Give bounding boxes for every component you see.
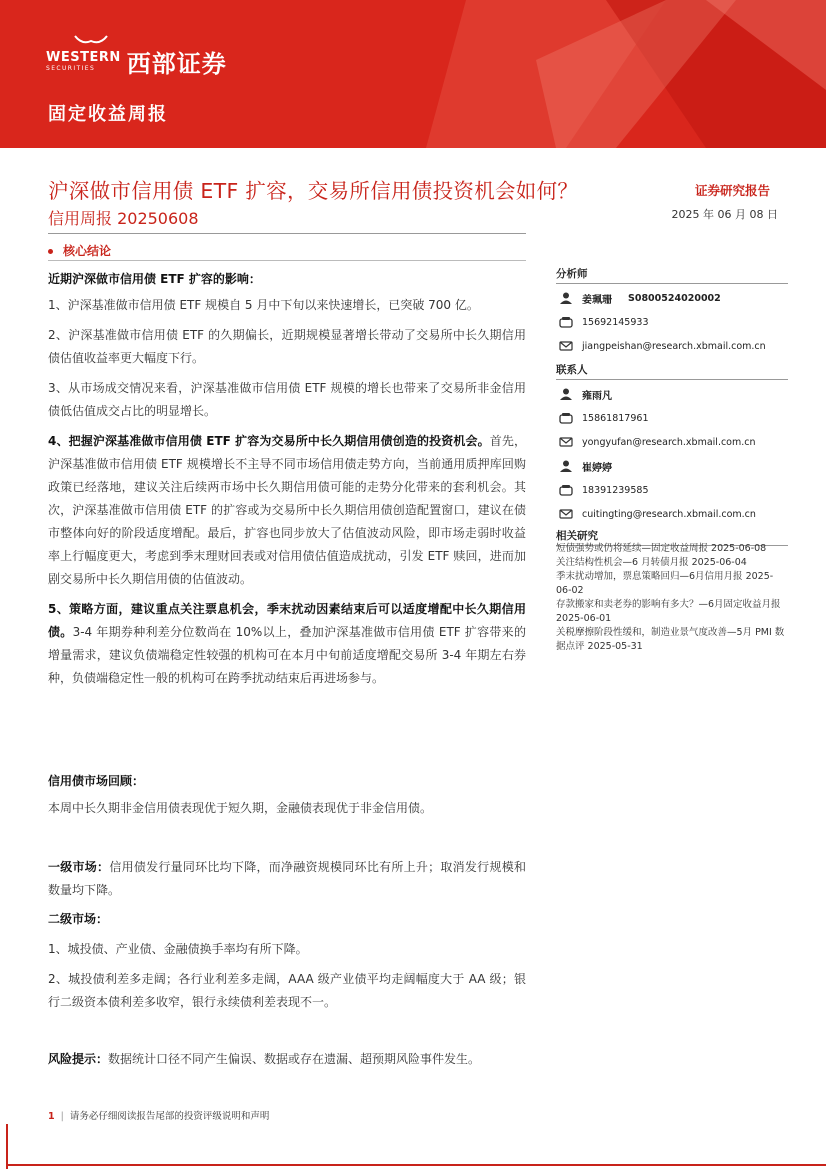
section-label: 固定收益周报 <box>48 104 168 125</box>
secondary-point-2: 2、城投债利差多走阔；各行业利差多走阔，AAA 级产业债平均走阔幅度大于 AA 级；银行二级资本债利差多收窄，银行永续债利差表现不一。 <box>48 972 526 1009</box>
point-5: 5、策略方面，建议重点关注票息机会，季末扰动因素结束后可以适度增配中长久期信用债。3-4 年期券种利差分位数尚在 10%以上，叠加沪深基准做市信用债 ETF 扩容带来的增量需求，建议负债端稳定性较强的机构可在本月中旬前适度增配交易所 3-4 年期左右券种，负债端稳定性一般的机构可在跨季扰动结束后再进场参与。 <box>48 602 526 685</box>
footer-bottom-line <box>6 1164 826 1166</box>
related-link[interactable]: 关税摩擦阶段性缓和，制造业景气度改善—5月 PMI 数据点评 2025-05-31 <box>556 627 785 652</box>
market-review-text: 本周中长久期非金信用债表现优于短久期，金融债表现优于非金信用债。 <box>48 801 433 815</box>
related-link[interactable]: 关注结构性机会—6 月转债月报 2025-06-04 <box>556 557 747 568</box>
logo-chinese: 西部证券 <box>126 50 227 78</box>
secondary-point-1: 1、城投债、产业债、金融债换手率均有所下降。 <box>48 942 308 956</box>
point-3: 3、从市场成交情况来看，沪深基准做市信用债 ETF 规模的增长也带来了交易所非金信用债低估值成交占比的明显增长。 <box>48 381 526 418</box>
email-icon <box>558 434 574 450</box>
contact-1-name-row: 雍雨凡 <box>558 386 612 402</box>
email-icon <box>558 338 574 354</box>
header-banner <box>0 0 826 148</box>
point-4: 4、把握沪深基准做市信用债 ETF 扩容为交易所中长久期信用债创造的投资机会。首先，沪深基准做市信用债 ETF 规模增长不主导不同市场信用债走势方向，当前通用质押库回购政策已经落地，建议关注后续两市场中长久期信用债可能的走势分化带来的套利机会。其次，沪深基准做市信用债 ETF 的扩容或为交易所中长久期信用债创造配置窗口，建议在债市整体向好的阶段适度增配。最后，扩容也同步放大了估值波动风险，即市场走弱时收益率上行幅度更大，考虑到季末理财回表或对信用债估值造成扰动，引发 ETF 赎回，进而加剧交易所中长久期信用债的估值波动。 <box>48 434 526 586</box>
primary-market: 一级市场：信用债发行量同环比均下降，而净融资规模同环比有所上升；取消发行规模和数量均下降。 <box>48 860 526 897</box>
related-research-list <box>556 542 788 654</box>
main-content <box>48 268 526 697</box>
company-logo <box>46 44 227 79</box>
logo-english: WESTERN SECURITIES <box>46 50 121 72</box>
secondary-market: 二级市场： 1、城投债、产业债、金融债换手率均有所下降。 2、城投债利差多走阔；各行业利差多走阔，AAA 级产业债平均走阔幅度大于 AA 级；银行二级资本债利差多收窄，银行永续债利差表现不一。 <box>48 908 526 1014</box>
analyst-name-row: 姜珮珊 S0800524020002 <box>558 290 721 306</box>
point-2: 2、沪深基准做市信用债 ETF 的久期偏长，近期规模显著增长带动了交易所中长久期信用债估值收益率更大幅度下行。 <box>48 328 526 365</box>
related-link[interactable]: 季末扰动增加，票息策略回归—6月信用月报 2025-06-02 <box>556 571 774 596</box>
related-research-heading: 相关研究 <box>556 528 788 546</box>
title-divider <box>48 233 526 234</box>
page-number: 1 <box>48 1111 55 1122</box>
analyst-heading: 分析师 <box>556 266 788 284</box>
report-subtitle: 信用周报 20250608 <box>48 209 199 228</box>
phone-icon <box>558 314 574 330</box>
contact-1-email-row: yongyufan@research.xbmail.com.cn <box>558 434 756 450</box>
bullet-icon <box>48 249 53 254</box>
report-title: 沪深做市信用债 ETF 扩容，交易所信用债投资机会如何？ <box>48 179 579 203</box>
analyst-phone-row: 15692145933 <box>558 314 649 330</box>
person-icon <box>558 458 574 474</box>
point-1: 1、沪深基准做市信用债 ETF 规模自 5 月中下旬以来快速增长，已突破 700 亿。 <box>48 298 479 312</box>
market-review: 信用债市场回顾： 本周中长久期非金信用债表现优于短久期，金融债表现优于非金信用债。 <box>48 770 526 820</box>
related-link[interactable]: 存款搬家和卖老券的影响有多大？—6月固定收益月报 2025-06-01 <box>556 599 781 624</box>
person-icon <box>558 290 574 306</box>
person-icon <box>558 386 574 402</box>
email-icon <box>558 506 574 522</box>
contact-2-email-row: cuitingting@research.xbmail.com.cn <box>558 506 756 522</box>
contact-2-name-row: 崔婷婷 <box>558 458 612 474</box>
contact-2-phone-row: 18391239585 <box>558 482 649 498</box>
report-date: 2025 年 06 月 08 日 <box>671 208 778 221</box>
logo-horns-icon <box>74 34 108 48</box>
phone-icon <box>558 410 574 426</box>
main-heading: 近期沪深做市信用债 ETF 扩容的影响： <box>48 272 261 286</box>
disclaimer-text: 请务必仔细阅读报告尾部的投资评级说明和声明 <box>69 1111 270 1122</box>
phone-icon <box>558 482 574 498</box>
report-type: 证券研究报告 <box>695 183 771 198</box>
footer-corner-line <box>6 1124 8 1169</box>
contact-heading: 联系人 <box>556 362 788 380</box>
page-footer: 1 | 请务必仔细阅读报告尾部的投资评级说明和声明 <box>48 1111 270 1122</box>
analyst-email-row: jiangpeishan@research.xbmail.com.cn <box>558 338 766 354</box>
banner-decoration <box>406 0 826 148</box>
core-divider <box>48 260 526 261</box>
risk-warning: 风险提示：数据统计口径不同产生偏误、数据或存在遗漏、超预期风险事件发生。 <box>48 1052 481 1066</box>
core-conclusion-heading: 核心结论 <box>48 242 111 259</box>
contact-1-phone-row: 15861817961 <box>558 410 649 426</box>
related-link[interactable]: 短债强势或仍将延续—固定收益周报 2025-06-08 <box>556 543 767 554</box>
